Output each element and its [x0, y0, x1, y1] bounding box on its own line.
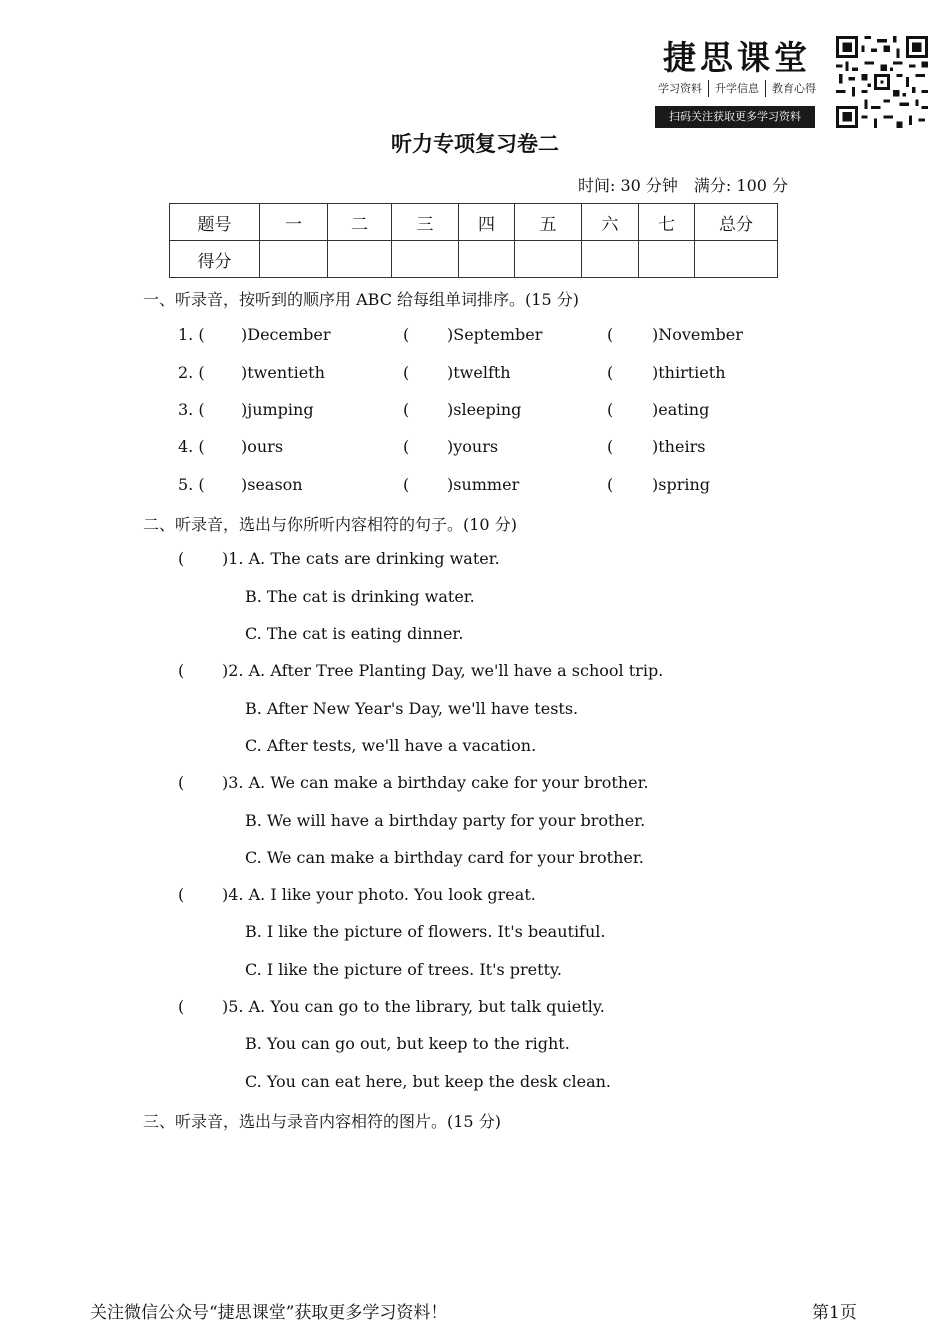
list-item [0, 475, 950, 497]
score-cell [695, 241, 778, 278]
brand-tags [656, 80, 822, 97]
question-line [0, 997, 950, 1019]
paren: ( [178, 885, 185, 904]
question-line [0, 549, 950, 571]
brand-tag: 升学信息 [709, 80, 766, 97]
paren: ( [178, 661, 185, 680]
section1-heading: 一、听录音，按听到的顺序用 ABC 给每组单词排序。(15 分) [143, 290, 579, 309]
question-line [0, 661, 950, 683]
option-c: C. After tests, we'll have a vacation. [245, 736, 537, 755]
option-c: C. The cat is eating dinner. [245, 624, 464, 643]
table-cell: 题号 [170, 204, 260, 241]
question-line [0, 773, 950, 795]
option-c: C. You can eat here, but keep the desk clean. [245, 1072, 612, 1091]
word-option: )summer [447, 475, 520, 494]
item-number: 2. ( [178, 363, 205, 382]
paren: ( [607, 325, 614, 344]
score-cell [328, 241, 392, 278]
word-option: )thirtieth [652, 363, 726, 382]
score-cell [639, 241, 695, 278]
paren: ( [403, 325, 410, 344]
option-b: B. We will have a birthday party for your brother. [245, 811, 646, 830]
time-info: 时间: 30 分钟 满分: 100 分 [578, 176, 789, 195]
score-table-score-row [170, 241, 778, 278]
option-a: )4. A. I like your photo. You look great. [222, 885, 536, 904]
brand-banner: 扫码关注获取更多学习资料 [655, 106, 815, 128]
option-b: B. The cat is drinking water. [245, 587, 475, 606]
option-a: )3. A. We can make a birthday cake for your brother. [222, 773, 649, 792]
option-a: )2. A. After Tree Planting Day, we'll have a school trip. [222, 661, 664, 680]
score-cell [392, 241, 459, 278]
table-cell: 一 [260, 204, 328, 241]
brand-tag: 教育心得 [772, 82, 816, 95]
score-cell [260, 241, 328, 278]
word-option: )ours [241, 437, 284, 456]
word-option: )sleeping [447, 400, 522, 419]
option-a: )1. A. The cats are drinking water. [222, 549, 500, 568]
paren: ( [607, 400, 614, 419]
section2-heading: 二、听录音，选出与你所听内容相符的句子。(10 分) [143, 515, 517, 534]
paren: ( [178, 549, 185, 568]
paren: ( [403, 363, 410, 382]
word-option: )season [241, 475, 303, 494]
score-cell [459, 241, 515, 278]
page-number: 第1页 [812, 1303, 857, 1323]
item-number: 4. ( [178, 437, 205, 456]
word-option: )twelfth [447, 363, 511, 382]
table-cell: 六 [582, 204, 639, 241]
item-number: 3. ( [178, 400, 205, 419]
word-option: )November [652, 325, 743, 344]
word-option: )twentieth [241, 363, 325, 382]
option-b: B. After New Year's Day, we'll have tests. [245, 699, 579, 718]
option-c: C. I like the picture of trees. It's pretty. [245, 960, 562, 979]
option-c: C. We can make a birthday card for your brother. [245, 848, 644, 867]
word-option: )yours [447, 437, 499, 456]
list-item [0, 400, 950, 422]
paren: ( [607, 475, 614, 494]
table-cell: 得分 [170, 241, 260, 278]
question-line [0, 885, 950, 907]
paren: ( [403, 475, 410, 494]
word-option: )jumping [241, 400, 314, 419]
brand-logo: 捷思课堂 [663, 38, 811, 77]
qr-code-icon [836, 36, 928, 128]
brand-tag: 学习资料 [656, 80, 709, 97]
option-b: B. I like the picture of flowers. It's beautiful. [245, 922, 606, 941]
section3-heading: 三、听录音，选出与录音内容相符的图片。(15 分) [143, 1112, 501, 1131]
option-b: B. You can go out, but keep to the right. [245, 1034, 570, 1053]
word-option: )theirs [652, 437, 706, 456]
paren: ( [607, 363, 614, 382]
table-cell: 七 [639, 204, 695, 241]
table-cell: 二 [328, 204, 392, 241]
word-option: )September [447, 325, 543, 344]
table-cell: 四 [459, 204, 515, 241]
score-table-header-row [170, 204, 778, 241]
list-item [0, 325, 950, 347]
word-option: )eating [652, 400, 710, 419]
word-option: )spring [652, 475, 711, 494]
item-number: 5. ( [178, 475, 205, 494]
option-a: )5. A. You can go to the library, but talk quietly. [222, 997, 605, 1016]
list-item [0, 363, 950, 385]
page-title: 听力专项复习卷二 [391, 132, 559, 156]
paren: ( [607, 437, 614, 456]
item-number: 1. ( [178, 325, 205, 344]
table-cell: 三 [392, 204, 459, 241]
paren: ( [403, 400, 410, 419]
footer-note: 关注微信公众号“捷思课堂”获取更多学习资料！ [90, 1303, 448, 1323]
paren: ( [178, 773, 185, 792]
score-cell [582, 241, 639, 278]
score-table [169, 203, 778, 278]
word-option: )December [241, 325, 331, 344]
table-cell: 总分 [695, 204, 778, 241]
table-cell: 五 [515, 204, 582, 241]
list-item [0, 437, 950, 459]
paren: ( [178, 997, 185, 1016]
paren: ( [403, 437, 410, 456]
score-cell [515, 241, 582, 278]
